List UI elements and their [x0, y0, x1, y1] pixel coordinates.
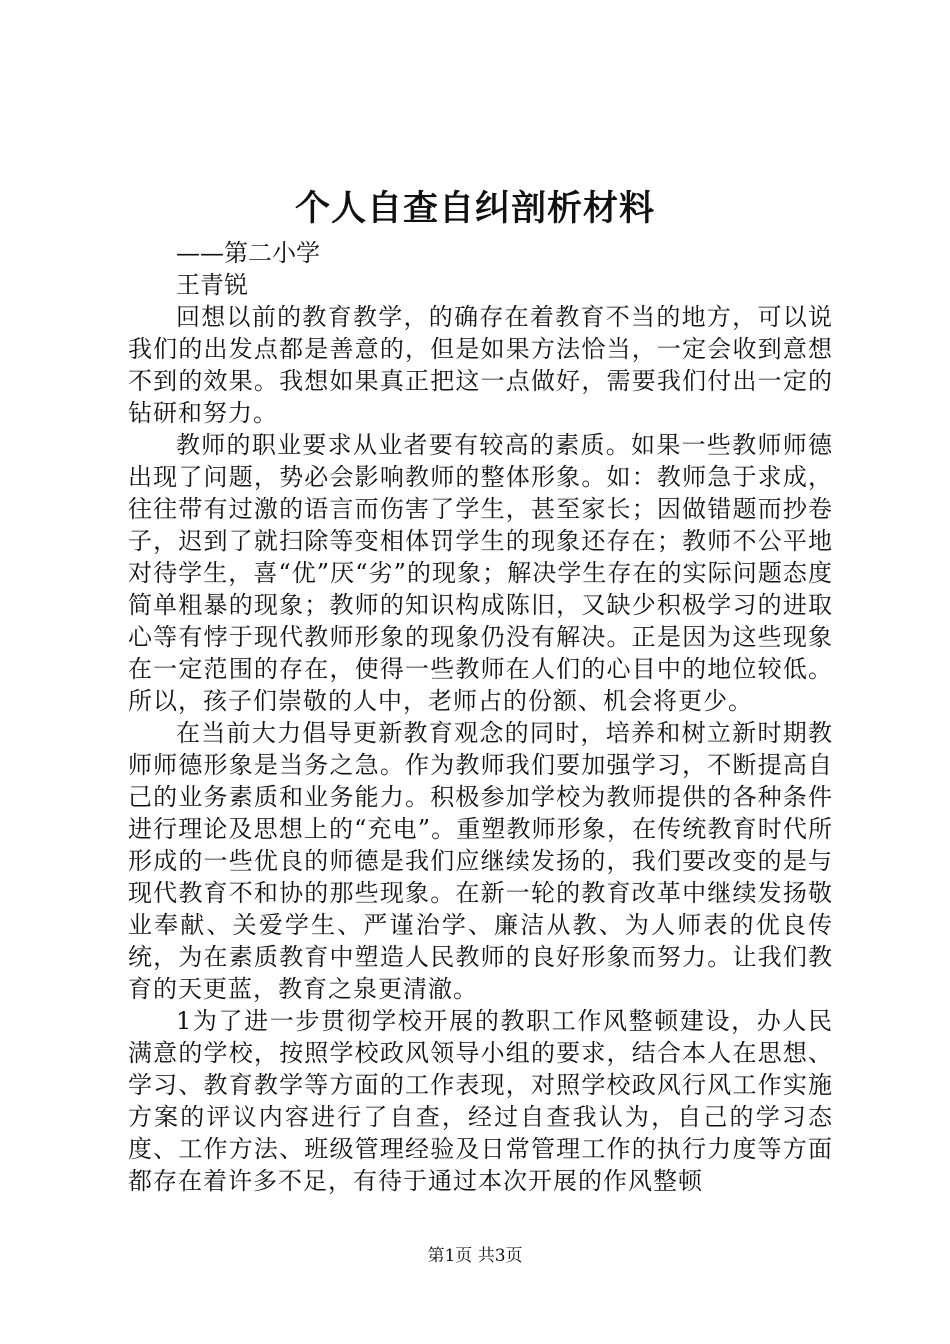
document-body: [128, 237, 833, 1197]
page-number-footer: 第1页 共3页: [427, 1246, 523, 1266]
document-subtitle: ——第二小学: [176, 239, 320, 267]
paragraph: 教师的职业要求从业者要有较高的素质。如果一些教师师德出现了问题，势必会影响教师的整体形象。如：教师急于求成，往往带有过激的语言而伤害了学生，甚至家长；因做错题而抄卷子，迟到了就扫除等变相体罚学生的现象还存在；教师不公平地对待学生，喜“优”厌“劣”的现象；解决学生存在的实际问题态度简单粗暴的现象；教师的知识构成陈旧，又缺少积极学习的进取心等有悖于现代教师形象的现象仍没有解决。正是因为这些现象在一定范围的存在，使得一些教师在人们的心目中的地位较低。所以，孩子们崇敬的人中，老师占的份额、机会将更少。: [128, 431, 833, 715]
paragraph: 1为了进一步贯彻学校开展的教职工作风整顿建设，办人民满意的学校，按照学校政风领导小组的要求，结合本人在思想、学习、教育教学等方面的工作表现，对照学校政风行风工作实施方案的评议内容进行了自查，经过自查我认为，自己的学习态度、工作方法、班级管理经验及日常管理工作的执行力度等方面都存在着许多不足，有待于通过本次开展的作风整顿: [128, 1007, 833, 1195]
paragraph: 回想以前的教育教学，的确存在着教育不当的地方，可以说我们的出发点都是善意的，但是如果方法恰当，一定会收到意想不到的效果。我想如果真正把这一点做好，需要我们付出一定的钻研和努力。: [128, 303, 833, 427]
paragraph: 在当前大力倡导更新教育观念的同时，培养和树立新时期教师师德形象是当务之急。作为教师我们要加强学习，不断提高自己的业务素质和业务能力。积极参加学校为教师提供的各种条件进行理论及思想上的“充电”。重塑教师形象，在传统教育时代所形成的一些优良的师德是我们应继续发扬的，我们要改变的是与现代教育不和协的那些现象。在新一轮的教育改革中继续发扬敬业奉献、关爱学生、严谨治学、廉洁从教、为人师表的优良传统，为在素质教育中塑造人民教师的良好形象而努力。让我们教育的天更蓝，教育之泉更清澈。: [128, 719, 833, 1003]
document-title: 个人自查自纠剖析材料: [294, 188, 655, 229]
document-author: 王青锐: [176, 271, 248, 299]
